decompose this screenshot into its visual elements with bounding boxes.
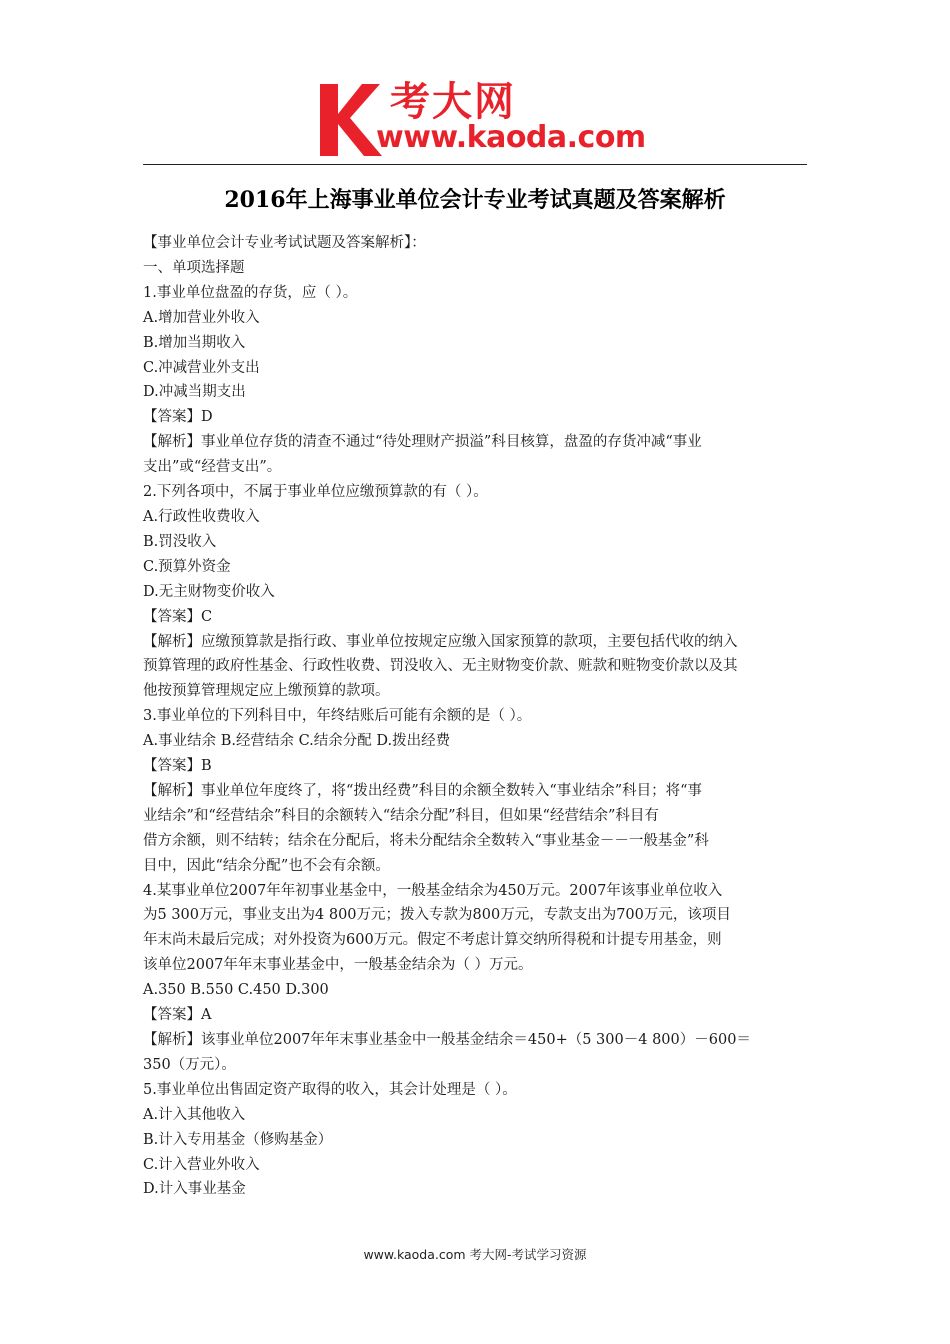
- analysis-line: 【解析】该事业单位2007年年末事业基金中一般基金结余＝450+（5 300－4 800）－600＝: [143, 1032, 751, 1048]
- section-heading: 一、单项选择题: [143, 259, 245, 276]
- question-1: 1.事业单位盘盈的存货，应（ ）。: [143, 284, 358, 301]
- analysis-line: 【解析】应缴预算款是指行政、事业单位按规定应缴入国家预算的款项，主要包括代收的纳入: [143, 633, 738, 650]
- analysis-line: 支出”或“经营支出”。: [143, 459, 282, 476]
- document-body: [143, 231, 807, 1202]
- option-line: D.无主财物变价收入: [143, 583, 275, 600]
- page-footer: www.kaoda.com 考大网-考试学习资源: [363, 1247, 587, 1262]
- answer-line: 【答案】A: [143, 1007, 212, 1024]
- option-line: A.350 B.550 C.450 D.300: [143, 982, 329, 999]
- analysis-line: 【解析】事业单位存货的清查不通过“待处理财产损溢”科目核算，盘盈的存货冲减“事业: [143, 434, 702, 451]
- analysis-line: 借方余额，则不结转；结余在分配后，将未分配结余全数转入“事业基金－－一般基金”科: [143, 832, 709, 849]
- option-line: B.增加当期收入: [143, 334, 246, 351]
- option-line: A.行政性收费收入: [143, 508, 260, 525]
- intro-heading: 【事业单位会计专业考试试题及答案解析】：: [143, 235, 426, 251]
- page-title: 2016年上海事业单位会计专业考试真题及答案解析: [224, 187, 726, 213]
- answer-line: 【答案】C: [143, 608, 213, 625]
- option-line: D.冲减当期支出: [143, 384, 246, 401]
- question-line: 该单位2007年年末事业基金中，一般基金结余为（ ）万元。: [143, 957, 533, 974]
- option-line: A.事业结余 B.经营结余 C.结余分配 D.拨出经费: [143, 733, 451, 750]
- option-line: C.计入营业外收入: [143, 1156, 260, 1173]
- question-line: 为5 300万元，事业支出为4 800万元；拨入专款为800万元，专款支出为700万元，该项目: [143, 907, 731, 924]
- option-line: D.计入事业基金: [143, 1181, 246, 1198]
- option-line: C.预算外资金: [143, 558, 231, 575]
- question-line: 年末尚未最后完成；对外投资为600万元。假定不考虑计算交纳所得税和计提专用基金，则: [143, 932, 722, 949]
- analysis-line: 业结余”和“经营结余”科目的余额转入“结余分配”科目，但如果“经营结余”科目有: [143, 807, 659, 824]
- kaoda-logo: [318, 79, 646, 160]
- analysis-line: 他按预算管理规定应上缴预算的款项。: [143, 683, 390, 700]
- question-4: 4.某事业单位2007年年初事业基金中，一般基金结余为450万元。2007年该事业单位收入: [143, 882, 723, 899]
- option-line: B.罚没收入: [143, 533, 217, 550]
- analysis-line: 350（万元）。: [143, 1056, 236, 1073]
- answer-line: 【答案】B: [143, 758, 212, 775]
- analysis-line: 【解析】事业单位年度终了，将“拨出经费”科目的余额全数转入“事业结余”科目；将“事: [143, 782, 703, 799]
- question-2: 2.下列各项中，不属于事业单位应缴预算款的有（ ）。: [143, 484, 488, 501]
- logo-brand-url: www.kaoda.com: [376, 120, 646, 155]
- analysis-line: 预算管理的政府性基金、行政性收费、罚没收入、无主财物变价款、赃款和赃物变价款以及其: [143, 658, 738, 675]
- question-5: 5.事业单位出售固定资产取得的收入，其会计处理是（ ）。: [143, 1081, 517, 1098]
- option-line: C.冲减营业外支出: [143, 359, 260, 376]
- option-line: A.计入其他收入: [143, 1106, 246, 1123]
- analysis-line: 目中，因此“结余分配”也不会有余额。: [143, 857, 390, 874]
- answer-line: 【答案】D: [143, 409, 213, 426]
- logo-brand-cn: 考大网: [390, 79, 516, 125]
- option-line: B.计入专用基金（修购基金）: [143, 1131, 333, 1148]
- question-3: 3.事业单位的下列科目中，年终结账后可能有余额的是（ ）。: [143, 708, 532, 725]
- header-divider: [143, 164, 807, 165]
- option-line: A.增加营业外收入: [143, 309, 260, 326]
